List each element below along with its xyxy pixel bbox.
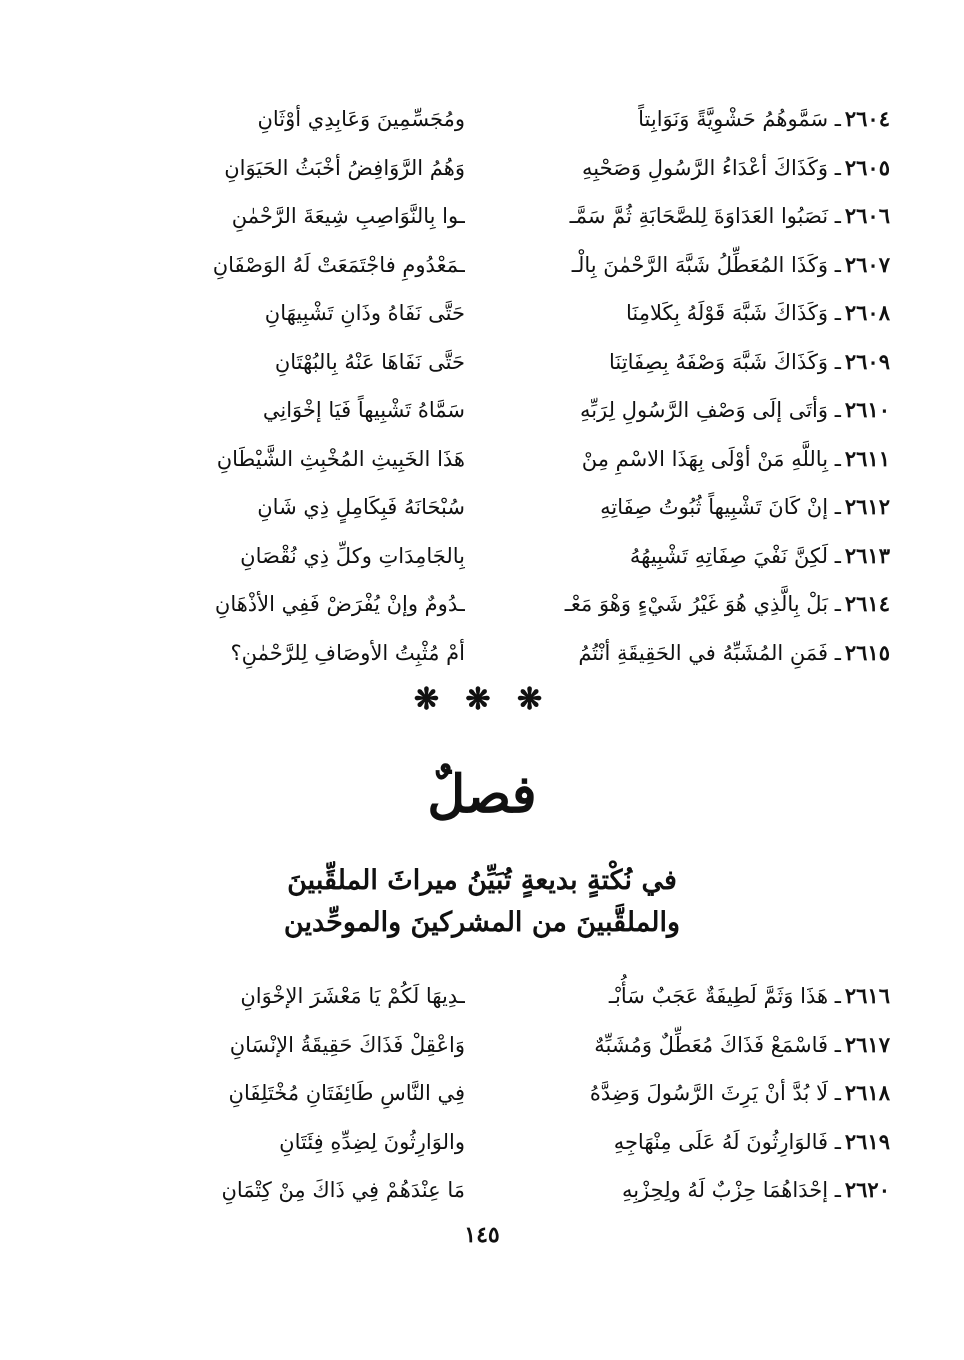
verse-second-hemistich: سُبْحَانَهُ فَبِكَامِلٍ ذِي شَانِ (257, 495, 465, 520)
verse-number: ٢٦١٩ (844, 1128, 890, 1154)
section-heading-line-1: في نُكْتةٍ بديعةٍ تُبَيِّنُ ميراثَ الملقِّبينَ (287, 865, 677, 896)
verse-first-hemistich (495, 192, 890, 240)
verse-first-hemistich (495, 338, 890, 386)
verse-first-hemistich (495, 144, 890, 192)
verse-first-text: ـ إحْدَاهُمَا حِزْبٌ لَهُ ولِحِزْبِهِ (621, 1178, 841, 1203)
verse-first-text: ـ لَكِنَّ نَفْيَ صِفَاتِهِ تَشْبِيهُهُ (629, 543, 841, 568)
verse-number: ٢٦١٨ (844, 1080, 890, 1106)
verse-second-hemistich: بِالجَامِدَاتِ وكلِّ ذِي نُقْصَانِ (240, 543, 465, 568)
verse-first-hemistich (495, 532, 890, 580)
page-number: ١٤٥ (464, 1222, 500, 1248)
verse-line (70, 192, 890, 241)
section-title: فصلٌ (427, 764, 537, 825)
verse-first-text: ـ فَمَنِ المُشَبِّهُ في الحَقِيقَةِ أنْتُمُ (578, 640, 841, 665)
verse-first-hemistich (495, 1118, 890, 1166)
verse-first-text: ـ وَكَذَا المُعَطِّلُ شَبَّهَ الرَّحْمٰنَ بِالْـ (571, 252, 841, 277)
verse-line (70, 1166, 890, 1215)
verse-second-hemistich: وَاعْقِلْ فَذَاكَ حَقِيقَةُ الإنْسَانِ (229, 1032, 465, 1057)
verse-line (70, 1021, 890, 1070)
verse-line (70, 483, 890, 532)
verse-second-hemistich: فِي النَّاسِ طَائِفَتَانِ مُخْتَلِفَانِ (228, 1081, 465, 1106)
verse-second-hemistich: ـدِيهَا لَكُمْ يَا مَعْشَرَ الإخْوَانِ (240, 984, 465, 1009)
verse-line (70, 972, 890, 1021)
verse-number: ٢٦١٠ (844, 397, 890, 423)
verse-first-hemistich (495, 1069, 890, 1117)
verse-line (70, 580, 890, 629)
verse-first-text: ـ هَذَا وَثَمَّ لَطِيفَةٌ عَجَبٌ سَأُبْـ (608, 984, 841, 1009)
section-separator: ❋ ❋ ❋ (413, 682, 551, 717)
verse-first-text: ـ فَالوَارِثُونَ لَهُ عَلَى مِنْهَاجِهِ (613, 1129, 841, 1154)
verse-first-hemistich (495, 1166, 890, 1214)
verse-first-text: ـ بَلْ بِالَّذِي هُوَ غَيْرُ شَيْءٍ وَهْوَ مَعْـ (564, 592, 841, 617)
verse-second-hemistich: أمْ مُثْبِتُ الأوصَافِ لِلرَّحْمٰنِ؟ (230, 640, 465, 665)
verses-bottom (70, 972, 890, 1215)
verse-second-hemistich: ـوا بِالنَّوَاصِبِ شِيعَةَ الرَّحْمٰنِ (231, 204, 465, 229)
verse-first-hemistich (495, 580, 890, 628)
verse-line (70, 1069, 890, 1118)
verse-line (70, 629, 890, 678)
verse-line (70, 435, 890, 484)
verse-first-text: ـ وَأتَى إلَى وَصْفِ الرَّسُولِ لِرَبِّهِ (579, 398, 841, 423)
verse-number: ٢٦٠٦ (844, 203, 890, 229)
verse-number: ٢٦١١ (844, 445, 890, 471)
verse-first-text: ـ وَكَذَاكَ أعْدَاءُ الرَّسُولِ وَصَحْبِهِ (581, 155, 841, 180)
verse-number: ٢٦١٧ (844, 1031, 890, 1057)
verse-line (70, 289, 890, 338)
verse-number: ٢٦٠٥ (844, 154, 890, 180)
verse-second-hemistich: هَذَا الخَبِيثِ المُخْبِثِ الشَّيْطَانِ (216, 446, 465, 471)
verse-first-hemistich (495, 435, 890, 483)
verse-first-hemistich (495, 386, 890, 434)
verse-number: ٢٦٠٤ (844, 106, 890, 132)
verse-second-hemistich: ومُجَسِّمِينَ وَعَابِدِي أوْثَانِ (257, 107, 465, 132)
verse-number: ٢٦٠٨ (844, 300, 890, 326)
verse-line (70, 386, 890, 435)
verse-second-hemistich: مَا عِنْدَهُمْ فِي ذَاكَ مِنْ كِتْمَانِ (221, 1178, 465, 1203)
verse-line (70, 1118, 890, 1167)
verse-second-hemistich: ـمَعْدُومِ فاجْتَمَعَتْ لَهُ الوَصْفَانِ (212, 252, 465, 277)
verse-number: ٢٦٠٩ (844, 348, 890, 374)
verse-number: ٢٦١٣ (844, 542, 890, 568)
verse-line (70, 532, 890, 581)
verse-line (70, 144, 890, 193)
section-heading-line-2: والملقَّبينَ من المشركينَ والموحِّدين (283, 907, 681, 938)
verse-line (70, 338, 890, 387)
verse-number: ٢٦١٥ (844, 639, 890, 665)
verse-first-hemistich (495, 629, 890, 677)
verse-second-hemistich: وَهُمُ الرَّوَافِضُ أخْبَثُ الحَيَوَانِ (224, 155, 465, 180)
verse-first-hemistich (495, 95, 890, 143)
verse-number: ٢٦١٢ (844, 494, 890, 520)
verse-number: ٢٦٢٠ (844, 1177, 890, 1203)
verse-first-text: ـ لَا بُدَّ أنْ يَرِثَ الرَّسُولَ وَضِدَّهُ (589, 1081, 841, 1106)
verse-first-text: ـ وَكَذَاكَ شَبَّهَ وَصْفَهُ بِصِفَاتِنَا (609, 349, 841, 374)
verse-first-text: ـ بِاللَّهِ مَنْ أوْلَى بِهَذَا الاسْمِ مِنْ (581, 446, 841, 471)
verse-number: ٢٦٠٧ (844, 251, 890, 277)
verse-line (70, 95, 890, 144)
verse-first-text: ـ سَمَّوهُمُ حَشْوِيَّةً وَنَوَابِتاً (638, 107, 841, 132)
verse-second-hemistich: سَمَّاهُ تَشْبِيهاً فَيَا إخْوَانِي (262, 398, 465, 423)
verse-first-hemistich (495, 1021, 890, 1069)
verse-second-hemistich: حَتَّى نَفَاهَا عَنْهُ بِالبُهْتَانِ (274, 349, 465, 374)
verse-first-hemistich (495, 483, 890, 531)
verse-second-hemistich: ـدُومٌ وإنْ يُفْرَضْ فَفِي الأذْهَانِ (214, 592, 465, 617)
verse-line (70, 241, 890, 290)
verse-number: ٢٦١٤ (844, 591, 890, 617)
verse-first-text: ـ نَصَبُوا العَدَاوَةَ لِلصَّحَابَةِ ثُمَّ سَمَّـ (569, 204, 841, 229)
verse-first-hemistich (495, 241, 890, 289)
verse-first-hemistich (495, 972, 890, 1020)
verses-top (70, 95, 890, 677)
verse-first-text: ـ فَاسْمَعْ فَذَاكَ مُعَطِّلٌ وَمُشَبِّهٌ (594, 1032, 841, 1057)
section-heading (0, 860, 964, 944)
verse-second-hemistich: والوَارِثُونَ لِضِدِّهِ فِئَتَانِ (279, 1129, 465, 1154)
verse-number: ٢٦١٦ (844, 983, 890, 1009)
verse-first-text: ـ وَكَذَاكَ شَبَّهَ قَوْلَهُ بِكَلامِنَا (626, 301, 841, 326)
verse-first-text: ـ إنْ كَانَ تَشْبِيهاً ثُبُوتُ صِفَاتِهِ (600, 495, 841, 520)
verse-second-hemistich: حَتَّى نَفَاهُ وذَانِ تَشْبِيهَانِ (264, 301, 465, 326)
verse-first-hemistich (495, 289, 890, 337)
